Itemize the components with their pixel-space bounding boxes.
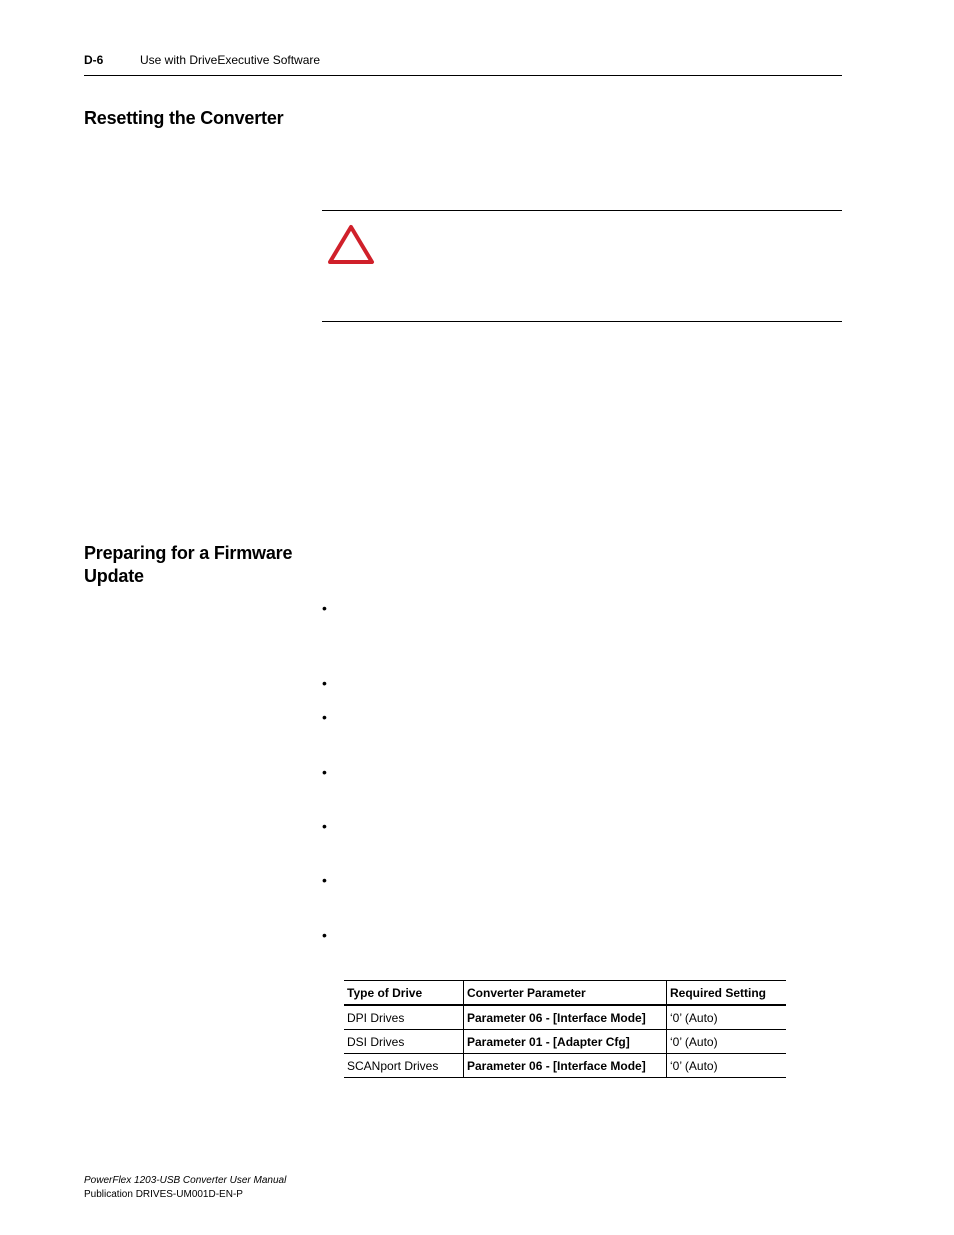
- cell-drive-type: SCANport Drives: [344, 1054, 464, 1078]
- bullet-marker: •: [322, 709, 327, 725]
- cell-setting: ‘0’ (Auto): [670, 1058, 718, 1073]
- column-header-setting: Required Setting: [670, 985, 767, 1000]
- warning-box-bottom-rule: [322, 321, 842, 322]
- cell-setting: ‘0’ (Auto): [670, 1010, 718, 1025]
- running-header-title: Use with DriveExecutive Software: [140, 53, 321, 67]
- bullet-marker: •: [322, 872, 327, 888]
- cell-parameter: Parameter 06 - [Interface Mode]: [464, 1054, 667, 1078]
- cell-drive-type: DPI Drives: [344, 1005, 464, 1030]
- section-heading-firmware: Preparing for a Firmware Update: [84, 543, 293, 586]
- footer-publication: Publication DRIVES-UM001D-EN-P: [84, 1189, 243, 1200]
- table-row: [344, 1005, 786, 1030]
- cell-parameter: Parameter 06 - [Interface Mode]: [464, 1005, 667, 1030]
- header-divider: [84, 75, 842, 76]
- cell-setting: ‘0’ (Auto): [670, 1034, 718, 1049]
- bullet-marker: •: [322, 927, 327, 943]
- page-number: D-6: [84, 53, 104, 67]
- warning-box-top-rule: [322, 210, 842, 211]
- converter-settings-table: [344, 980, 786, 1078]
- table-row: [344, 1030, 786, 1054]
- footer-manual-title: PowerFlex 1203-USB Converter User Manual: [84, 1175, 287, 1186]
- bullet-marker: •: [322, 600, 327, 616]
- bullet-marker: •: [322, 675, 327, 691]
- bullet-marker: •: [322, 764, 327, 780]
- bullet-marker: •: [322, 818, 327, 834]
- table-row: [344, 1054, 786, 1078]
- column-header-drive-type: Type of Drive: [344, 981, 464, 1006]
- cell-parameter: Parameter 01 - [Adapter Cfg]: [464, 1030, 667, 1054]
- table-header-row: [344, 981, 786, 1006]
- column-header-parameter: Converter Parameter: [464, 981, 667, 1006]
- section-heading-resetting: Resetting the Converter: [84, 108, 284, 128]
- cell-drive-type: DSI Drives: [344, 1030, 464, 1054]
- warning-triangle-icon: [327, 224, 375, 266]
